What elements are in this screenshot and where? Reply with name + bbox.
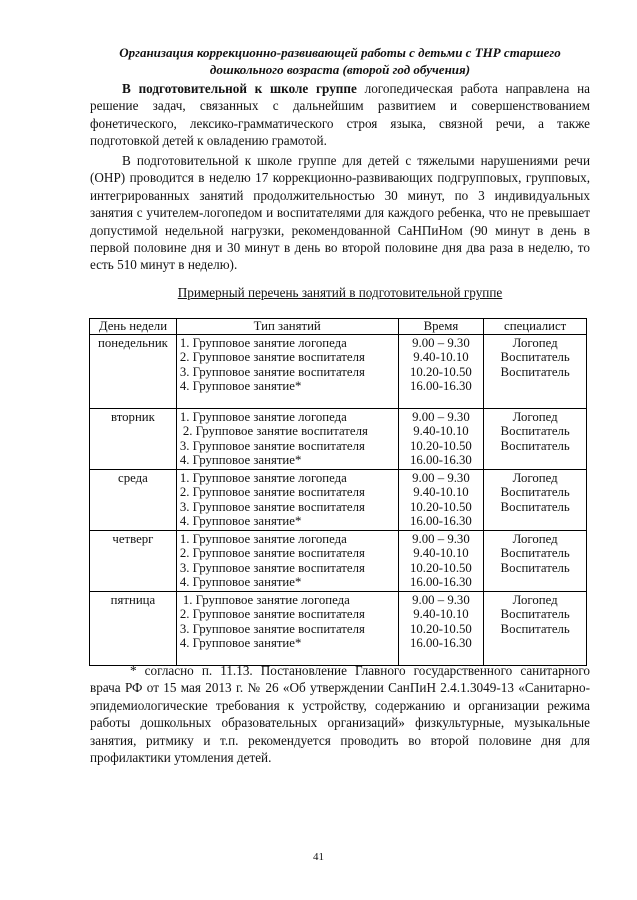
table-row — [90, 335, 587, 409]
specialist-item: Воспитатель — [500, 621, 570, 636]
specialist-item: Воспитатель — [500, 485, 570, 500]
table-caption: Примерный перечень занятий в подготовительной группе — [177, 285, 503, 300]
specialist-item: Логопед — [512, 410, 558, 424]
header-time: Время — [398, 319, 484, 335]
time-item: 9.40-10.10 — [413, 350, 469, 365]
class-item: 3. Групповое занятие воспитателя — [179, 621, 365, 636]
intro-paragraph-bold: В подготовительной к школе группе — [122, 81, 357, 96]
specialist-cell — [484, 470, 587, 531]
time-item: 9.00 – 9.30 — [412, 410, 470, 424]
schedule-table-body — [90, 335, 587, 666]
class-item: 1. Групповое занятие логопеда — [179, 532, 347, 546]
class-item: 1. Групповое занятие логопеда — [179, 471, 347, 485]
footnote — [90, 662, 590, 766]
time-item: 10.20-10.50 — [409, 438, 472, 453]
time-cell — [398, 335, 484, 409]
time-item: 10.20-10.50 — [409, 499, 472, 514]
specialist-item: Логопед — [512, 471, 558, 485]
class-cell — [176, 592, 398, 666]
page-number: 41 — [313, 851, 324, 863]
class-item: 2. Групповое занятие воспитателя — [179, 546, 365, 561]
time-item: 9.00 – 9.30 — [412, 471, 470, 485]
class-item: 4. Групповое занятие* — [179, 636, 302, 651]
class-item: 2. Групповое занятие воспитателя — [179, 485, 365, 500]
day-cell: пятница — [90, 592, 177, 666]
header-class-type: Тип занятий — [176, 319, 398, 335]
class-item: 4. Групповое занятие* — [179, 453, 302, 468]
table-row — [90, 531, 587, 592]
class-item: 4. Групповое занятие* — [179, 514, 302, 529]
time-item: 16.00-16.30 — [409, 575, 472, 590]
class-item: 3. Групповое занятие воспитателя — [179, 499, 365, 514]
time-item: 9.40-10.10 — [413, 607, 469, 622]
title-line-1: Организация коррекционно-развивающей работы с детьми с ТНР старшего — [119, 45, 561, 60]
time-item: 9.00 – 9.30 — [412, 593, 470, 607]
time-item: 16.00-16.30 — [409, 379, 472, 394]
time-item: 9.00 – 9.30 — [412, 336, 470, 350]
specialist-item: Воспитатель — [500, 438, 570, 453]
specialist-cell — [484, 531, 587, 592]
specialist-item: Логопед — [512, 593, 558, 607]
class-cell — [176, 531, 398, 592]
time-cell — [398, 531, 484, 592]
document-title — [90, 44, 590, 78]
specialist-cell — [484, 409, 587, 470]
time-cell — [398, 409, 484, 470]
class-item: 3. Групповое занятие воспитателя — [179, 364, 365, 379]
day-cell: среда — [90, 470, 177, 531]
intro-paragraph — [90, 80, 590, 150]
table-row — [90, 470, 587, 531]
specialist-item: Логопед — [512, 336, 558, 350]
time-cell — [398, 592, 484, 666]
time-item: 16.00-16.30 — [409, 514, 472, 529]
time-cell — [398, 470, 484, 531]
specialist-item: Воспитатель — [500, 560, 570, 575]
specialist-item: Воспитатель — [500, 364, 570, 379]
class-item: 4. Групповое занятие* — [179, 575, 302, 590]
class-item: 4. Групповое занятие* — [179, 379, 302, 394]
time-item: 10.20-10.50 — [409, 621, 472, 636]
specialist-cell — [484, 335, 587, 409]
specialist-item: Воспитатель — [500, 546, 570, 561]
time-item: 9.40-10.10 — [413, 424, 469, 439]
time-item: 10.20-10.50 — [409, 560, 472, 575]
load-paragraph-text: В подготовительной к школе группе для детей с тяжелыми нарушениями речи (ОНР) проводится в неделю 17 коррекционно-развивающих подгрупповых, групповых, интегрированных занятий продолжительностью 30 минут, по 3 индивидуальных занятия с учителем-логопедом и воспитателями для каждого ребенка, что не превышает допустимой недельной нагрузки, рекомендованной СаНПиНом (90 минут в день в первой половине дня и 30 минут в день во второй половине дня два раза в неделю, то есть 510 минут в неделю). — [90, 153, 590, 273]
class-cell — [176, 335, 398, 409]
title-line-2: дошкольного возраста (второй год обучения) — [209, 62, 471, 77]
class-cell — [176, 470, 398, 531]
specialist-item: Логопед — [512, 532, 558, 546]
specialist-item: Воспитатель — [500, 607, 570, 622]
table-row — [90, 409, 587, 470]
class-item: 3. Групповое занятие воспитателя — [179, 438, 365, 453]
table-row — [90, 592, 587, 666]
time-item: 16.00-16.30 — [409, 453, 472, 468]
schedule-table — [89, 318, 587, 666]
time-item: 9.40-10.10 — [413, 485, 469, 500]
class-item: 2. Групповое занятие воспитателя — [179, 350, 365, 365]
class-item: 1. Групповое занятие логопеда — [179, 336, 347, 350]
time-item: 9.40-10.10 — [413, 546, 469, 561]
class-item: 1. Групповое занятие логопеда — [182, 593, 350, 607]
class-item: 3. Групповое занятие воспитателя — [179, 560, 365, 575]
specialist-item: Воспитатель — [500, 424, 570, 439]
time-item: 10.20-10.50 — [409, 364, 472, 379]
specialist-item: Воспитатель — [500, 350, 570, 365]
header-day: День недели — [90, 319, 177, 335]
specialist-cell — [484, 592, 587, 666]
day-cell: вторник — [90, 409, 177, 470]
intro-paragraph-text: логопедическая работа направлена на решение задач, связанных с дальнейшим развитием и совершенствованием фонетического, лексико-грамматического строя языка, связной речи, а также подготовкой детей к овладению грамотой. — [90, 81, 590, 149]
load-paragraph — [90, 152, 590, 274]
table-header-row — [90, 319, 587, 335]
class-item: 1. Групповое занятие логопеда — [179, 410, 347, 424]
day-cell: четверг — [90, 531, 177, 592]
class-item: 2. Групповое занятие воспитателя — [179, 607, 365, 622]
day-cell: понедельник — [90, 335, 177, 409]
specialist-item: Воспитатель — [500, 499, 570, 514]
time-item: 16.00-16.30 — [409, 636, 472, 651]
footnote-text: * согласно п. 11.13. Постановление Главного государственного санитарного врача РФ от 15 мая 2013 г. № 26 «Об утверждении СанПиН 2.4.1.3049-13 «Санитарно-эпидемиологические требования к устройству, содержанию и организации режима работы дошкольных образовательных организаций» физкультурные, музыкальные занятия, ритмику и т.п. рекомендуется проводить во второй половине дня для профилактики утомления детей. — [90, 663, 590, 766]
class-cell — [176, 409, 398, 470]
class-item: 2. Групповое занятие воспитателя — [182, 424, 368, 439]
time-item: 9.00 – 9.30 — [412, 532, 470, 546]
header-specialist: специалист — [484, 319, 587, 335]
